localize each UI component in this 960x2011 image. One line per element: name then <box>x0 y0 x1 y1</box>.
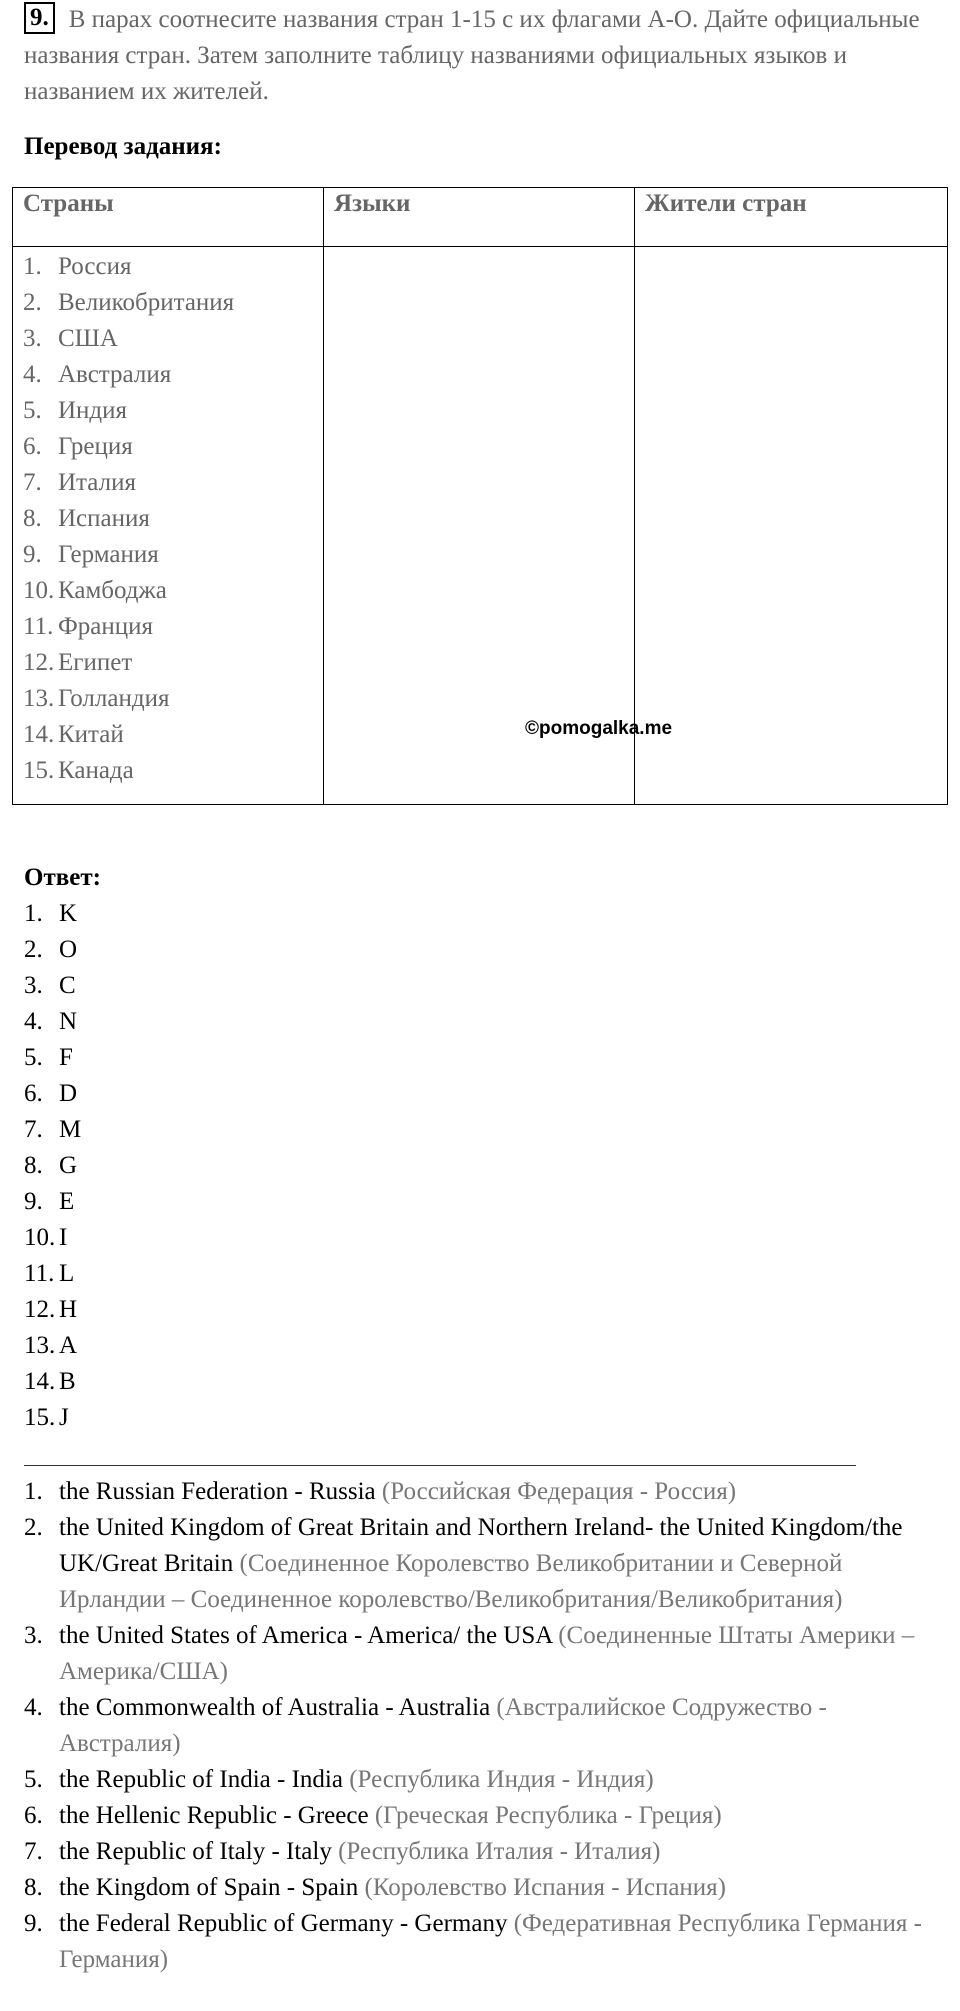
list-item <box>24 1148 81 1184</box>
country-name: Канада <box>58 757 134 784</box>
item-number: 4. <box>23 361 42 388</box>
country-name: Германия <box>58 541 159 568</box>
country-name: Голландия <box>58 685 170 712</box>
answer-letter: A <box>59 1332 78 1359</box>
table-header-row <box>13 188 948 247</box>
list-item <box>24 1040 81 1076</box>
inhabitants-cell <box>635 247 948 805</box>
item-number: 12. <box>24 1296 56 1323</box>
country-name: Камбоджа <box>58 577 167 604</box>
list-item <box>24 1762 944 1798</box>
item-number: 8. <box>23 505 42 532</box>
list-item <box>24 968 81 1004</box>
official-name-ru: (Королевство Испания - Испания) <box>364 1874 727 1901</box>
country-name: Италия <box>58 469 136 496</box>
list-item <box>23 393 323 429</box>
list-item <box>24 1474 944 1510</box>
official-name-en: the Kingdom of Spain - Spain <box>59 1874 365 1901</box>
list-item <box>23 429 323 465</box>
answer-letter: I <box>59 1224 68 1251</box>
official-name-en: the Russian Federation - Russia <box>59 1478 382 1505</box>
item-number: 13. <box>23 685 55 712</box>
country-name: Россия <box>58 253 132 280</box>
list-item <box>24 1690 944 1762</box>
list-item <box>23 645 323 681</box>
official-name-ru: (Греческая Республика - Греция) <box>374 1802 722 1829</box>
country-name: Франция <box>58 613 153 640</box>
item-number: 8. <box>24 1152 43 1179</box>
official-name-ru: (Российская Федерация - Россия) <box>381 1478 737 1505</box>
official-name-en: the Federal Republic of Germany - Germany <box>59 1910 514 1937</box>
list-item <box>23 501 323 537</box>
divider <box>24 1465 856 1466</box>
country-name: Великобритания <box>58 289 235 316</box>
item-number: 5. <box>23 397 42 424</box>
official-name-ru: (Республика Индия - Индия) <box>349 1766 654 1793</box>
header-languages: Языки <box>324 188 635 247</box>
official-name-ru: (Австралийское Содружество - Австралия) <box>59 1694 827 1757</box>
item-number: 1. <box>24 1478 43 1505</box>
list-item <box>24 1870 944 1906</box>
item-number: 10. <box>24 1224 56 1251</box>
list-item <box>24 1328 81 1364</box>
official-name-ru: (Соединенное Королевство Великобритании и Северной Ирландии – Соединенное королевство/Великобритания/Великобритания) <box>59 1550 843 1613</box>
item-number: 2. <box>24 936 43 963</box>
item-number: 4. <box>24 1008 43 1035</box>
answer-letter: G <box>59 1152 78 1179</box>
official-name-ru: (Федеративная Республика Германия - Германия) <box>59 1910 922 1973</box>
official-name-en: the United States of America - America/ the USA <box>59 1622 559 1649</box>
header-inhabitants: Жители стран <box>635 188 948 247</box>
item-number: 12. <box>23 649 55 676</box>
list-item <box>24 1256 81 1292</box>
list-item <box>24 1112 81 1148</box>
list-item <box>24 1292 81 1328</box>
item-number: 7. <box>24 1838 43 1865</box>
list-item <box>23 321 323 357</box>
answer-letter: K <box>59 900 78 927</box>
list-item <box>24 1618 944 1690</box>
item-number: 5. <box>24 1766 43 1793</box>
country-name: Австралия <box>58 361 172 388</box>
countries-table <box>12 187 948 805</box>
item-number: 14. <box>24 1368 56 1395</box>
list-item <box>23 249 323 285</box>
item-number: 9. <box>24 1188 43 1215</box>
translation-heading: Перевод задания: <box>24 133 222 160</box>
answer-letter: E <box>59 1188 75 1215</box>
item-number: 8. <box>24 1874 43 1901</box>
answer-list <box>24 896 81 1436</box>
list-item <box>24 1076 81 1112</box>
item-number: 11. <box>24 1260 55 1287</box>
answer-letter: B <box>59 1368 76 1395</box>
list-item <box>23 681 323 717</box>
country-name: Китай <box>58 721 124 748</box>
list-item <box>24 1510 944 1618</box>
country-name: Индия <box>58 397 128 424</box>
list-item <box>23 465 323 501</box>
item-number: 1. <box>23 253 42 280</box>
list-item <box>24 1004 81 1040</box>
item-number: 9. <box>24 1910 43 1937</box>
list-item <box>24 932 81 968</box>
official-name-en: the Commonwealth of Australia - Australia <box>59 1694 497 1721</box>
answer-letter: F <box>59 1044 73 1071</box>
item-number: 5. <box>24 1044 43 1071</box>
item-number: 7. <box>23 469 42 496</box>
item-number: 15. <box>23 757 55 784</box>
item-number: 3. <box>24 1622 43 1649</box>
item-number: 3. <box>23 325 42 352</box>
country-name: Греция <box>58 433 133 460</box>
official-name-ru: (Республика Италия - Италия) <box>338 1838 661 1865</box>
answer-heading: Ответ: <box>24 864 101 891</box>
list-item <box>24 1364 81 1400</box>
item-number: 4. <box>24 1694 43 1721</box>
answer-letter: O <box>59 936 78 963</box>
item-number: 15. <box>24 1404 56 1431</box>
country-name: США <box>58 325 118 352</box>
list-item <box>24 1220 81 1256</box>
answer-letter: N <box>59 1008 78 1035</box>
task-text: В парах соотнесите названия стран 1-15 с их флагами A-O. Дайте официальные названия стран. Затем заполните таблицу названиями официальных языков и названием их жителей. <box>24 6 920 105</box>
answer-letter: C <box>59 972 76 999</box>
item-number: 14. <box>23 721 55 748</box>
item-number: 11. <box>23 613 54 640</box>
answer-letter: L <box>59 1260 75 1287</box>
list-item <box>24 1798 944 1834</box>
item-number: 10. <box>23 577 55 604</box>
list-item <box>23 717 323 753</box>
answer-letter: D <box>59 1080 78 1107</box>
answer-letter: H <box>59 1296 78 1323</box>
item-number: 2. <box>24 1514 43 1541</box>
list-item <box>24 1906 944 1978</box>
list-item <box>23 357 323 393</box>
list-item <box>24 1184 81 1220</box>
watermark: ©pomogalka.me <box>525 718 673 739</box>
answer-letter: M <box>59 1116 82 1143</box>
header-countries: Страны <box>13 188 324 247</box>
item-number: 1. <box>24 900 43 927</box>
item-number: 7. <box>24 1116 43 1143</box>
list-item <box>23 285 323 321</box>
item-number: 3. <box>24 972 43 999</box>
country-name: Испания <box>58 505 150 532</box>
item-number: 6. <box>24 1080 43 1107</box>
item-number: 6. <box>23 433 42 460</box>
countries-cell <box>13 247 324 805</box>
list-item <box>24 1400 81 1436</box>
official-name-en: the Hellenic Republic - Greece <box>59 1802 375 1829</box>
list-item <box>23 753 323 789</box>
item-number: 2. <box>23 289 42 316</box>
official-names-list <box>24 1474 944 1978</box>
official-name-en: the United Kingdom of Great Britain and Northern Ireland- the United Kingdom/the UK/Great Britain <box>59 1514 903 1577</box>
official-name-en: the Republic of India - India <box>59 1766 350 1793</box>
list-item <box>23 573 323 609</box>
item-number: 9. <box>23 541 42 568</box>
list-item <box>23 537 323 573</box>
official-name-en: the Republic of Italy - Italy <box>59 1838 339 1865</box>
table-row <box>13 247 948 805</box>
answer-letter: J <box>59 1404 69 1431</box>
item-number: 6. <box>24 1802 43 1829</box>
item-number: 13. <box>24 1332 56 1359</box>
official-name-ru: (Соединенные Штаты Америки – Америка/США) <box>59 1622 915 1685</box>
list-item <box>24 1834 944 1870</box>
country-name: Египет <box>58 649 133 676</box>
list-item <box>23 609 323 645</box>
list-item <box>24 896 81 932</box>
country-list <box>23 249 323 789</box>
task-number: 9. <box>24 2 55 34</box>
task-statement <box>24 2 924 110</box>
